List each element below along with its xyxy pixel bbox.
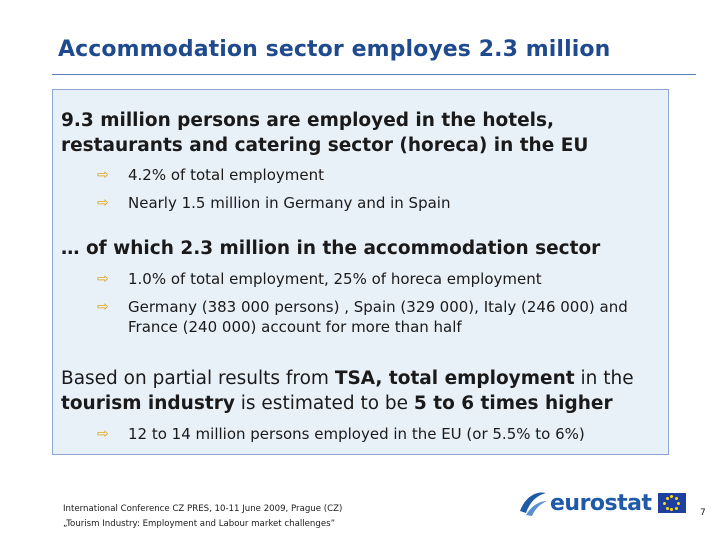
bullet-text: 12 to 14 million persons employed in the EU (or 5.5% to 6%) [128,425,585,443]
para-text: in the [574,368,634,389]
outline-right-arrow-icon: ⇨ [97,271,109,287]
para-text: Based on partial results from [61,368,335,389]
outline-right-arrow-icon: ⇨ [97,195,109,211]
eu-flag-icon [658,493,686,513]
title-divider [52,74,696,75]
eurostat-swoosh-icon [518,489,548,517]
bullet-text: Germany (383 000 persons) , Spain (329 000), Italy (246 000) and France (240 000) account for more than half [128,298,628,336]
heading-accommodation: … of which 2.3 million in the accommodation sector [61,238,601,259]
tsa-paragraph [61,366,661,416]
bullet-item [97,193,667,213]
eurostat-logo [518,488,686,518]
logo-wordmark: eurostat [550,490,652,516]
bullet-item [97,297,667,337]
footer-line: International Conference CZ PRES, 10-11 June 2009, Prague (CZ) [63,504,343,514]
heading-horeca: 9.3 million persons are employed in the hotels, restaurants and catering sector (horeca) in the EU [61,110,589,156]
outline-right-arrow-icon: ⇨ [97,299,109,315]
para-bold: 5 to 6 times higher [413,393,613,414]
bullet-item [97,165,667,185]
bullet-text: Nearly 1.5 million in Germany and in Spain [128,194,451,212]
bullet-text: 4.2% of total employment [128,166,324,184]
slide-title: Accommodation sector employes 2.3 million [58,37,611,62]
para-bold: TSA, total employment [334,368,575,389]
para-text: is estimated to be [234,393,414,414]
footer-line: „Tourism Industry: Employment and Labour market challenges” [63,519,336,529]
bullet-item [97,424,667,444]
page-number: 7 [700,508,706,518]
bullet-text: 1.0% of total employment, 25% of horeca employment [128,270,542,288]
outline-right-arrow-icon: ⇨ [97,426,109,442]
outline-right-arrow-icon: ⇨ [97,167,109,183]
bullet-item [97,269,667,289]
footer-conference [63,502,403,532]
para-bold: tourism industry [61,393,235,414]
